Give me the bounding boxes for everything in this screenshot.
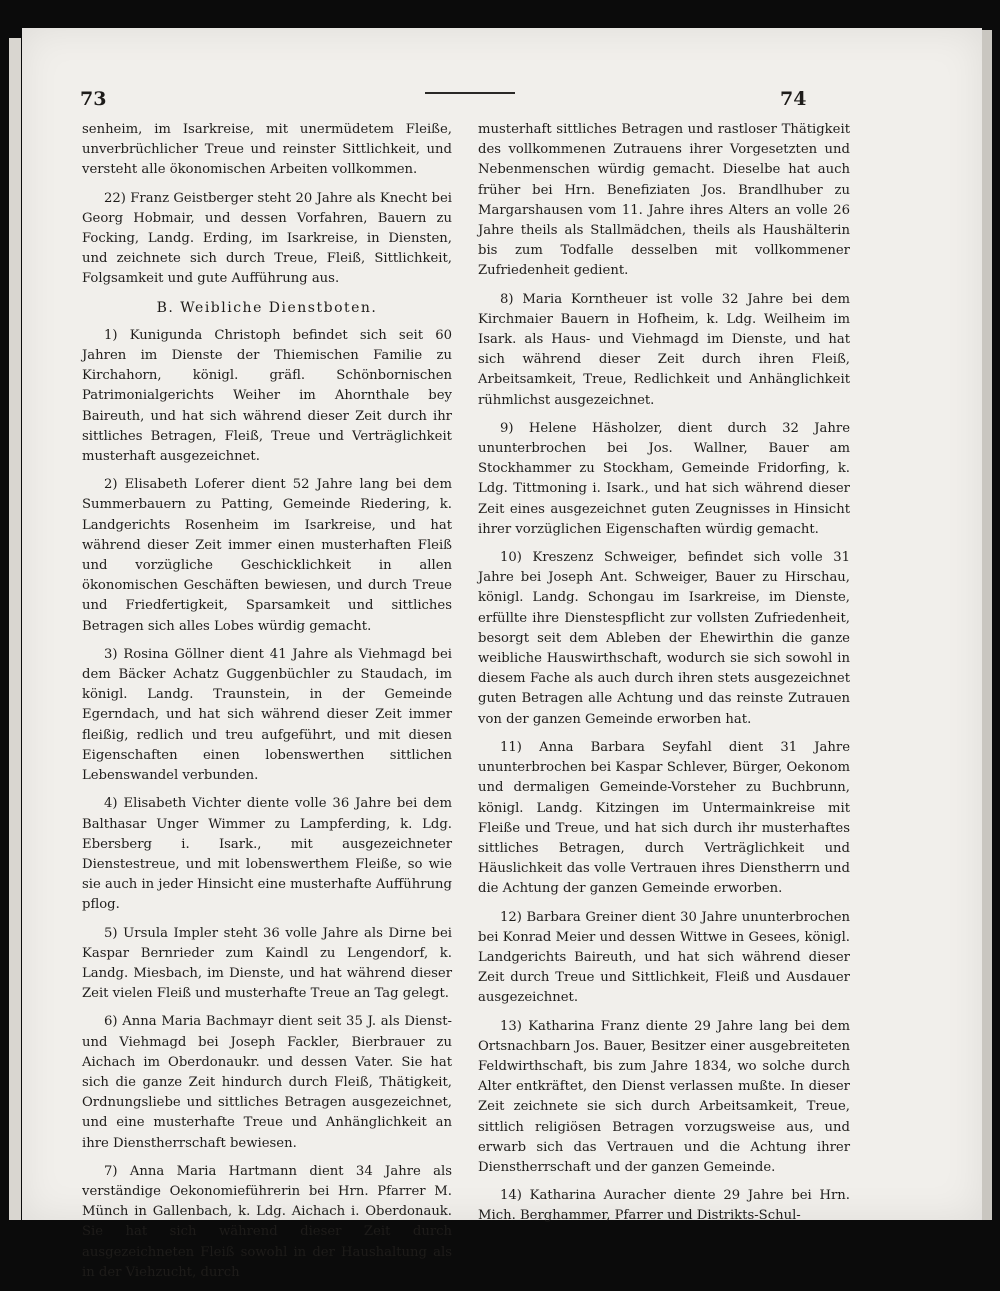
section-heading: B. Weibliche Dienstboten. <box>156 299 378 316</box>
list-item: 9) Helene Häsholzer, dient durch 32 Jahre ununterbrochen bei Jos. Wallner, Bauer am Stockhammer zu Stockham, Gemeinde Fridorfing, k. Ldg. Tittmoning i. Isark., und hat sich während dieser Zeit eines ausgezeichnet guten Zeugnisses in Hinsicht ihrer vorzüglichen Eigenschaften würdig gemacht. <box>478 420 850 537</box>
list-item: 13) Katharina Franz diente 29 Jahre lang bei dem Ortsnachbarn Jos. Bauer, Besitzer einer ausgebreiteten Feldwirthschaft, bis zum Jahre 1834, wo solche durch Alter entkräftet, den Dienst verlassen mußte. In dieser Zeit zeichnete sie sich durch Arbeitsamkeit, Treue, sittlich religiösen Betragen vorzugsweise aus, und erwarb sich das Vertrauen und die Achtung ihrer Dienstherrschaft und der ganzen Gemeinde. <box>478 1018 850 1175</box>
list-item: 8) Maria Korntheuer ist volle 32 Jahre bei dem Kirchmaier Bauern in Hofheim, k. Ldg. Weilheim im Isark. als Haus- und Viehmagd im Dienste, und hat sich während dieser Zeit durch ihren Fleiß, Arbeitsamkeit, Treue, Redlichkeit und Anhänglichkeit rühmlichst ausgezeichnet. <box>478 291 850 408</box>
right-page-edge <box>982 30 992 1220</box>
list-item: 3) Rosina Göllner dient 41 Jahre als Viehmagd bei dem Bäcker Achatz Guggenbüchler zu Staudach, im königl. Landg. Traunstein, in der Gemeinde Egerndach, und hat sich während dieser Zeit immer fleißig, redlich und treu aufgeführt, und mit diesen Eigenschaften einen lobenswerthen sittlichen Lebenswandel verbunden. <box>82 646 452 784</box>
list-item: 14) Katharina Auracher diente 29 Jahre bei Hrn. Mich. Berghammer, Pfarrer und Distrikts-Schul- <box>478 1188 850 1224</box>
list-item: 4) Elisabeth Vichter diente volle 36 Jahre bei dem Balthasar Unger Wimmer zu Lampferding, k. Ldg. Ebersberg i. Isark., mit ausgezeichneter Dienstestreue, und mit lobenswerthem Fleiße, so wie sie auch in jeder Hinsicht eine musterhafte Aufführung pflog. <box>82 796 452 913</box>
paragraph: musterhaft sittliches Betragen und rastloser Thätigkeit des vollkommenen Zutrauens ihrer Vorgesetzten und Nebenmenschen würdig gemacht. Dieselbe hat auch früher bei Hrn. Benefiziaten Jos. Brandlhuber zu Margarshausen vom 11. Jahre ihres Alters an volle 26 Jahre theils als Stallmädchen, theils als Haushälterin bis zum Todfalle desselben mit vollkommener Zufriedenheit gedient. <box>478 122 850 279</box>
right-column <box>478 120 850 1235</box>
page-number-left: 73 <box>80 88 107 110</box>
list-item: 6) Anna Maria Bachmayr dient seit 35 J. als Dienst- und Viehmagd bei Joseph Fackler, Bierbrauer zu Aichach im Oberdonaukr. und dessen Vater. Sie hat sich die ganze Zeit hindurch durch Fleiß, Thätigkeit, Ordnungsliebe und sittliches Betragen ausgezeichnet, und eine musterhafte Treue und Anhänglichkeit an ihre Dienstherrschaft bewiesen. <box>82 1014 452 1151</box>
page-number-right: 74 <box>780 88 807 110</box>
list-item: 7) Anna Maria Hartmann dient 34 Jahre als verständige Oekonomieführerin bei Hrn. Pfarrer M. Münch in Gallenbach, k. Ldg. Aichach i. Oberdonauk. Sie hat sich während dieser Zeit durch ausgezeichneten Fleiß sowohl in der Haushaltung als in der Viehzucht, durch <box>82 1163 452 1280</box>
header-rule <box>425 92 515 94</box>
list-item: 11) Anna Barbara Seyfahl dient 31 Jahre ununterbrochen bei Kaspar Schlever, Bürger, Oekonom und dermaligen Gemeinde-Vorsteher zu Buchbrunn, königl. Landg. Kitzingen im Untermainkreise mit Fleiße und Treue, und hat sich durch ihr musterhaftes sittliches Betragen, durch Verträglichkeit und Häuslichkeit das volle Vertrauen ihres Dienstherrn und die Achtung der ganzen Gemeinde erworben. <box>478 739 850 897</box>
list-item: 5) Ursula Impler steht 36 volle Jahre als Dirne bei Kaspar Bernrieder zum Kaindl zu Lengendorf, k. Landg. Miesbach, im Dienste, und hat während dieser Zeit vielen Fleiß und musterhafte Treue an Tag gelegt. <box>82 925 452 1002</box>
list-item: 12) Barbara Greiner dient 30 Jahre ununterbrochen bei Konrad Meier und dessen Wittwe in Gesees, königl. Landgerichts Baireuth, und hat sich während dieser Zeit durch Treue und Sittlichkeit, Fleiß und Ausdauer ausgezeichnet. <box>478 909 850 1006</box>
left-page-edge <box>9 38 21 1220</box>
left-column <box>82 120 452 1291</box>
list-item: 2) Elisabeth Loferer dient 52 Jahre lang bei dem Summerbauern zu Patting, Gemeinde Riedering, k. Landgerichts Rosenheim im Isarkreise, und hat während dieser Zeit immer einen musterhaften Fleiß und vorzügliche Geschicklichkeit in allen ökonomischen Geschäften bewiesen, und durch Treue und Friedfertigkeit, Sparsamkeit und sittliches Betragen sich alles Lobes würdig gemacht. <box>82 477 452 634</box>
list-item: 10) Kreszenz Schweiger, befindet sich volle 31 Jahre bei Joseph Ant. Schweiger, Bauer zu Hirschau, königl. Landg. Schongau im Isarkreise, im Dienste, erfüllte ihre Dienstespflicht zur vollsten Zufriedenheit, besorgt seit dem Ableben der Ehewirthin die ganze weibliche Hauswirthschaft, wodurch sie sich sowohl in diesem Fache als auch durch ihren stets ausgezeichnet guten Betragen alle Achtung und das reinste Zutrauen von der ganzen Gemeinde erworben hat. <box>478 550 850 727</box>
list-item: 1) Kunigunda Christoph befindet sich seit 60 Jahren im Dienste der Thiemischen Familie zu Kirchahorn, königl. gräfl. Schönbornischen Patrimonialgerichts Weiher im Ahornthale bey Baireuth, und hat sich während dieser Zeit durch ihr sittliches Betragen, Fleiß, Treue und Verträglichkeit musterhaft ausgezeichnet. <box>82 327 452 465</box>
paragraph: senheim, im Isarkreise, mit unermüdetem Fleiße, unverbrüchlicher Treue und reinster Sittlichkeit, und versteht alle ökonomischen Arbeiten vollkommen. <box>82 122 452 178</box>
paragraph: 22) Franz Geistberger steht 20 Jahre als Knecht bei Georg Hobmair, und dessen Vorfahren, Bauern zu Focking, Landg. Erding, im Isarkreise, in Diensten, und zeichnete sich durch Treue, Fleiß, Sittlichkeit, Folgsamkeit und gute Aufführung aus. <box>82 190 452 287</box>
